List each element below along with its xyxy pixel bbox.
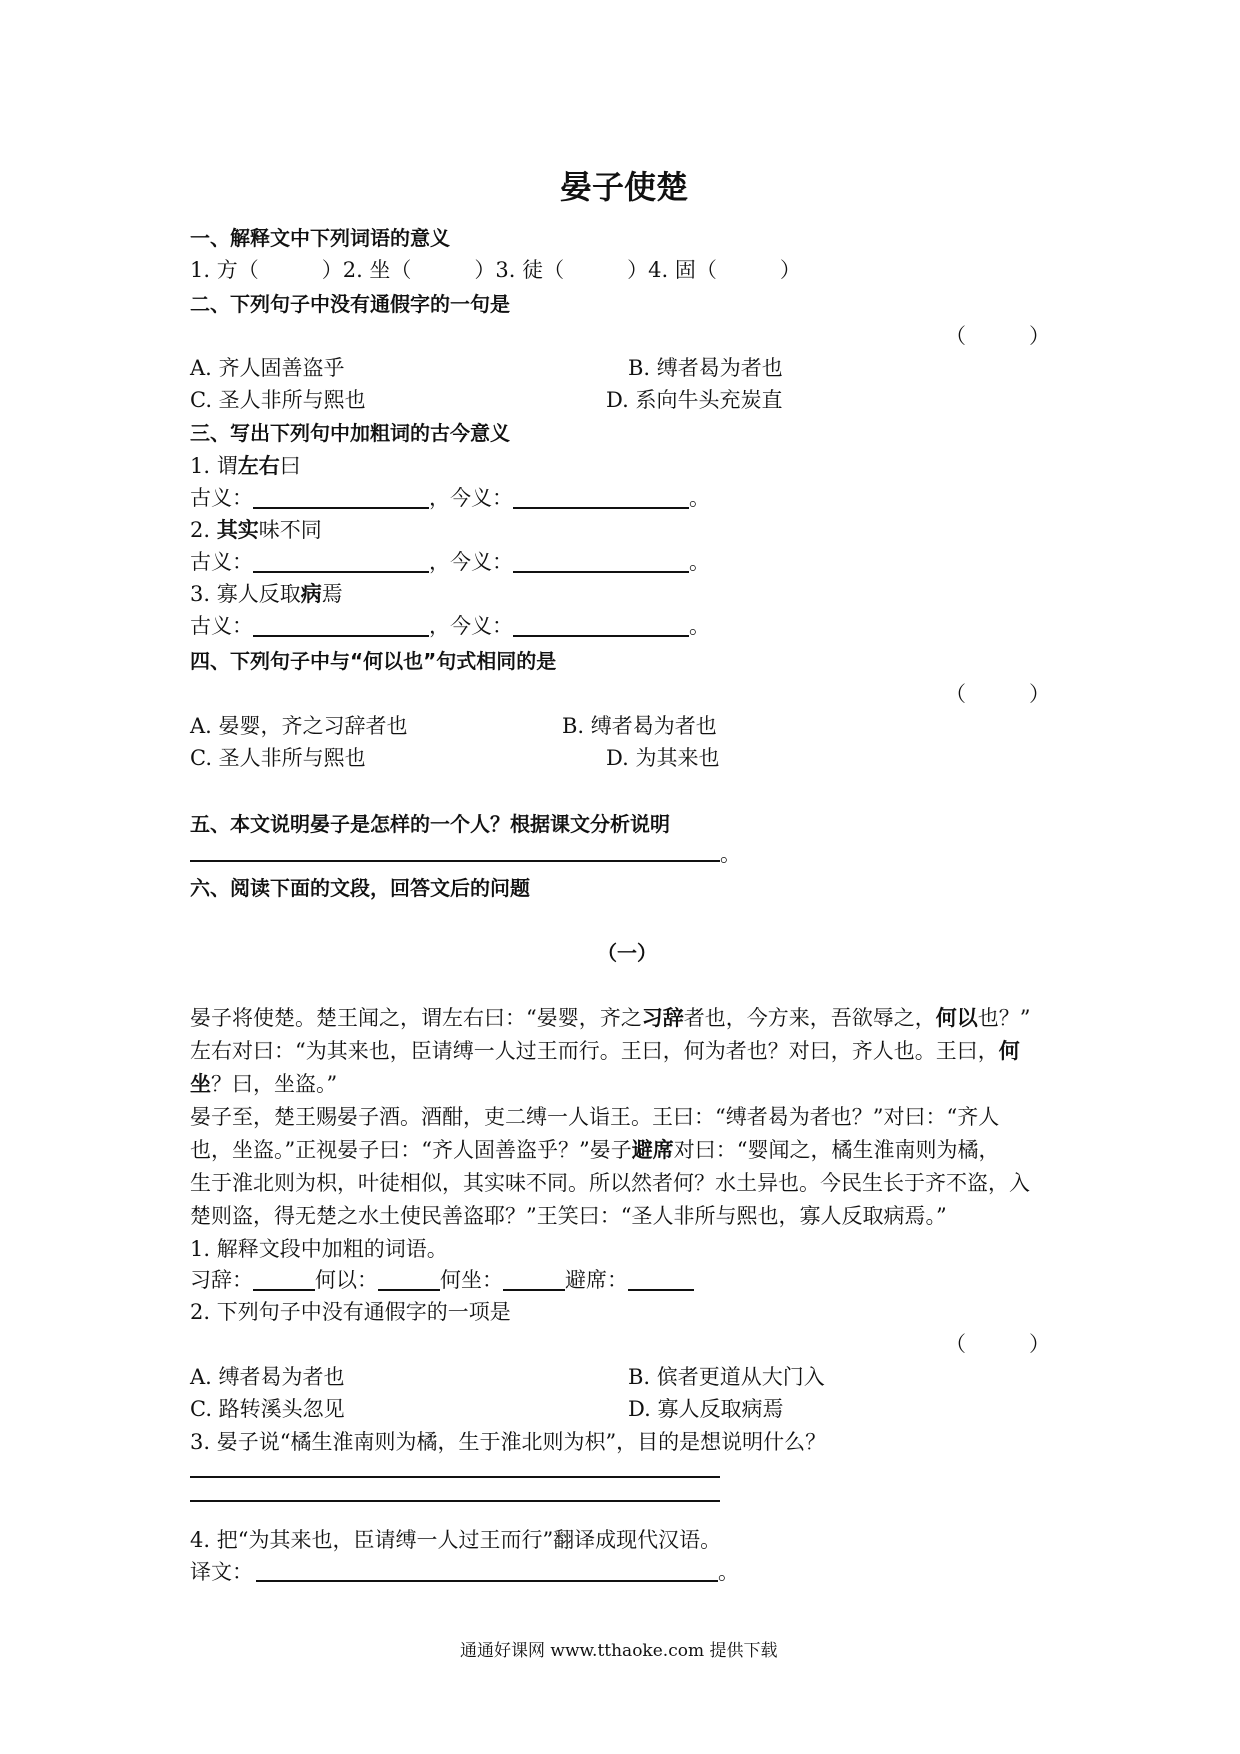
- section-4-heading: 四、下列句子中与“何以也”句式相同的是: [190, 649, 557, 673]
- question-3-2: 2. 其实味不同: [190, 517, 322, 542]
- vocab-blanks: 习辞： 何以： 何坐： 避席：: [190, 1264, 694, 1294]
- section-6-heading: 六、阅读下面的文段，回答文后的问题: [190, 876, 530, 900]
- question-6-2: 2. 下列句子中没有通假字的一项是: [190, 1300, 511, 1324]
- period: 。: [718, 1560, 739, 1584]
- answer-blank[interactable]: [253, 486, 429, 509]
- passage-line: 晏子将使楚。楚王闻之，谓左右曰：“晏婴，齐之习辞者也，今方来，吾欲辱之，何以也？”: [190, 1005, 1031, 1030]
- question-3-1: 1. 谓左右曰: [190, 453, 301, 478]
- question-6-3: 3. 晏子说“橘生淮南则为橘，生于淮北则为枳”，目的是想说明什么？: [190, 1430, 827, 1454]
- answer-blank[interactable]: [253, 1268, 315, 1291]
- option-c: C. 圣人非所与熙也: [190, 388, 366, 412]
- question-3-3: 3. 寡人反取病焉: [190, 581, 343, 606]
- answer-blank[interactable]: [513, 550, 689, 573]
- answer-blank[interactable]: [378, 1268, 440, 1291]
- option-c: C. 路转溪头忽见: [190, 1397, 345, 1421]
- section-1-items: 1. 方（ ）2. 坐（ ）3. 徒（ ）4. 固（ ）: [190, 258, 801, 282]
- meaning-row-3: 古义： ，今义： 。: [190, 614, 710, 638]
- answer-paren: （ ）: [945, 1332, 1050, 1356]
- option-d: D. 寡人反取病焉: [628, 1397, 784, 1421]
- option-b: B. 缚者曷为者也: [628, 356, 783, 380]
- option-b: B. 缚者曷为者也: [562, 714, 717, 738]
- page-title: 晏子使楚: [560, 168, 689, 206]
- passage-line: 晏子至，楚王赐晏子酒。酒酣，吏二缚一人诣王。王曰：“缚者曷为者也？”对曰：“齐人: [190, 1105, 1000, 1129]
- question-6-1: 1. 解释文段中加粗的词语。: [190, 1237, 448, 1261]
- passage-subheading: （一）: [597, 941, 657, 965]
- option-a: A. 晏婴，齐之习辞者也: [190, 714, 408, 738]
- answer-paren: （ ）: [945, 324, 1050, 348]
- option-b: B. 傧者更道从大门入: [628, 1365, 825, 1389]
- passage-line: 左右对曰：“为其来也，臣请缚一人过王而行。王曰，何为者也？对曰，齐人也。王曰，何: [190, 1038, 1020, 1063]
- answer-line[interactable]: [190, 1476, 720, 1478]
- section-2-heading: 二、下列句子中没有通假字的一句是: [190, 292, 510, 316]
- option-a: A. 缚者曷为者也: [190, 1365, 345, 1389]
- answer-blank[interactable]: [253, 614, 429, 637]
- section-1-heading: 一、解释文中下列词语的意义: [190, 226, 450, 250]
- answer-blank[interactable]: [513, 486, 689, 509]
- question-6-4: 4. 把“为其来也，臣请缚一人过王而行”翻译成现代汉语。: [190, 1528, 722, 1552]
- answer-blank[interactable]: [253, 550, 429, 573]
- passage-line: 坐？曰，坐盗。”: [190, 1071, 338, 1096]
- option-d: D. 系向牛头充炭直: [606, 388, 783, 412]
- section-3-heading: 三、写出下列句中加粗词的古今意义: [190, 421, 510, 445]
- period: 。: [720, 842, 741, 866]
- answer-line[interactable]: [190, 1500, 720, 1502]
- answer-paren: （ ）: [945, 682, 1050, 706]
- meaning-row-1: 古义： ，今义： 。: [190, 486, 710, 510]
- footer-text: 通通好课网 www.tthaoke.com 提供下载: [460, 1641, 778, 1661]
- option-c: C. 圣人非所与熙也: [190, 746, 366, 770]
- answer-blank[interactable]: [628, 1268, 694, 1291]
- translation-label: 译文：: [190, 1560, 253, 1584]
- section-5-heading: 五、本文说明晏子是怎样的一个人？根据课文分析说明: [190, 812, 670, 836]
- answer-blank[interactable]: [503, 1268, 565, 1291]
- meaning-row-2: 古义： ，今义： 。: [190, 550, 710, 574]
- answer-line[interactable]: [256, 1580, 718, 1582]
- passage-line: 楚则盗，得无楚之水土使民善盗耶？”王笑曰：“圣人非所与熙也，寡人反取病焉。”: [190, 1204, 947, 1228]
- option-d: D. 为其来也: [606, 746, 720, 770]
- answer-line[interactable]: [190, 860, 720, 862]
- answer-blank[interactable]: [513, 614, 689, 637]
- option-a: A. 齐人固善盗乎: [190, 356, 345, 380]
- passage-line: 也，坐盗。”正视晏子曰：“齐人固善盗乎？”晏子避席对曰：“婴闻之，橘生淮南则为橘，: [190, 1137, 1000, 1162]
- passage-line: 生于淮北则为枳，叶徒相似，其实味不同。所以然者何？水土异也。今民生长于齐不盗，入: [190, 1171, 1030, 1195]
